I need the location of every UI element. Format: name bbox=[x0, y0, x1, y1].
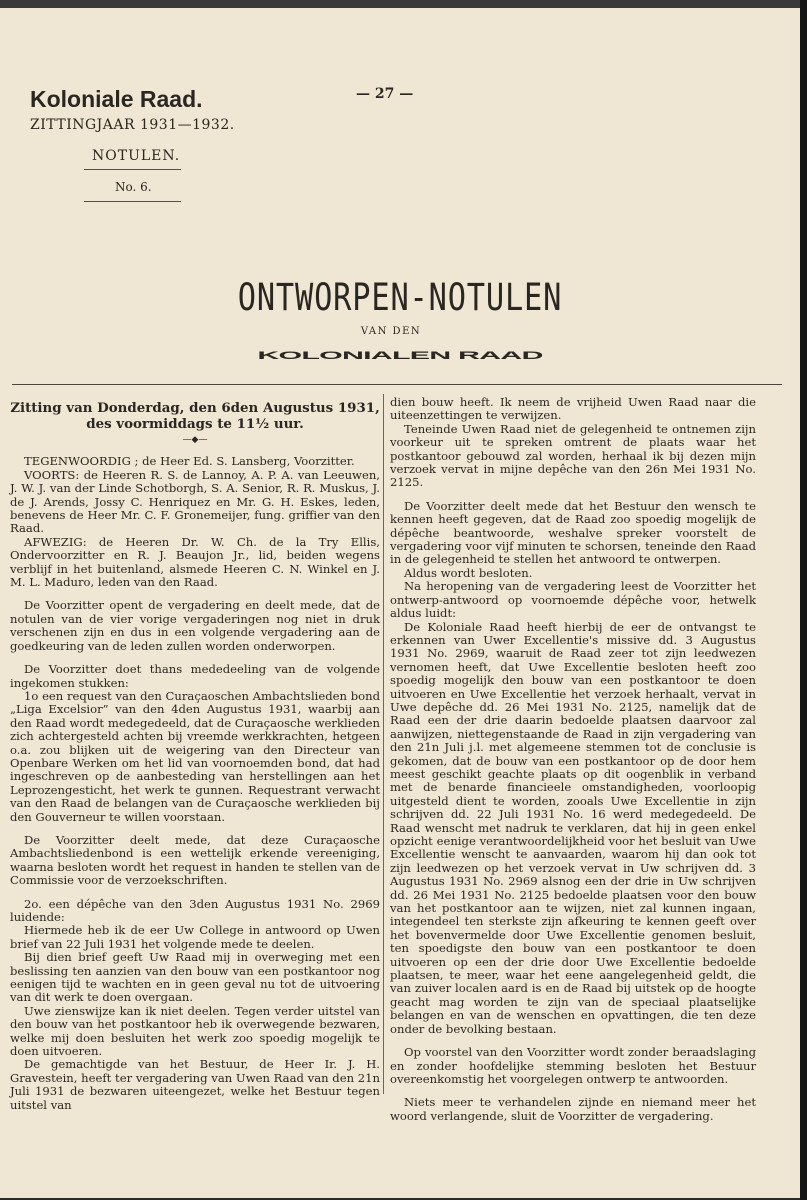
paragraph: Hiermede heb ik de eer Uw College in antwoord op Uwen brief van 22 Juli 1931 het volgende mede te deelen. bbox=[10, 923, 380, 951]
paragraph: Teneinde Uwen Raad niet de gelegenheid te ontnemen zijn voorkeur uit te spreken omtrent de plaats waar het postkantoor gebouwd zal worden, herhaal ik bij dezen mijn verzoek vervat in mijne depêche van den 26n Mei 1931 No. 2125. bbox=[390, 421, 756, 490]
scan-border-right bbox=[800, 0, 807, 1200]
paragraph: 2o. een dépêche van den 3den Augustus 1931 No. 2969 luidende: bbox=[10, 896, 380, 924]
scan-border-top bbox=[0, 0, 800, 8]
masthead-van-den: VAN DEN bbox=[360, 326, 422, 337]
session-heading-line2: des voormiddags te 11½ uur. bbox=[86, 416, 304, 432]
issue-number: No. 6. bbox=[115, 180, 152, 194]
paragraph: De Voorzitter doet thans mededeeling van de volgende ingekomen stukken: bbox=[10, 662, 380, 690]
paragraph: De Koloniale Raad heeft hierbij de eer de ontvangst te erkennen van Uwer Excellentie's missive dd. 3 Augustus 1931 No. 2969, waaruit de Raad zeer tot zijn leedwezen vernomen heeft, dat Uwe Excellentie besloten heeft zoo spoedig mogelijk den bouw van een postkantoor te doen uitvoeren en Uwe Excellentie het verzoek herhaalt, vervat in Uwe depêche dd. 26 Mei 1931 No. 2125, namelijk dat de Raad een der drie daarin bedoelde plaatsen daarvoor zal aanwijzen, niettegenstaande de Raad in zijn vergadering van den 21n Juli j.l. met algemeene stemmen tot de conclusie is gekomen, dat de bouw van een postkantoor op de door hem meest geschikt geachte plaats op dit oogenblik in verband met de benarde financieele omstandigheden, voorloopig uitgesteld dient te worden, zooals Uwe Excellentie in zijn schrijven dd. 22 Juli 1931 No. 16 werd medegedeeld. De Raad wenscht met nadruk te verklaren, dat hij in geen enkel opzicht eenige verantwoordelijkheid voor het besluit van Uwe Excellentie wenscht te aanvaarden, waarom hij dan ook tot zijn leedwezen op het verzoek vervat in Uw schrijven dd. 3 Augustus 1931 No. 2969 alsnog een der drie in Uw schrijven dd. 26 Mei 1931 No. 2125 bedoelde plaatsen voor den bouw van het postkantoor aan te wijzen, niet zal kunnen ingaan, integendeel ten sterkste zijn afkeuring te kennen geeft over het bovenvermelde door Uwe Excellentie genomen besluit, ten spoedigste den bouw van een postkantoor te doen uitvoeren op een der drie door Uwe Excellentie bedoelde plaatsen, te meer, waar het eene aangelegenheid geldt, die van zuiver localen aard is en de Raad bij uitstek op de hoogte geacht mag worden te zijn van de speciaal plaatselijke belangen en van de wenschen en opvattingen, die ten deze onder de bevolking bestaan. bbox=[390, 619, 756, 1036]
paragraph: 1o een request van den Curaçaoschen Ambachtslieden bond „Liga Excelsior” van den 4den Augustus 1931, waarbij aan den Raad wordt medegedeeld, dat de Curaçaosche werklieden zich achtergesteld achten bij vreemde werkkrachten, hetgeen o.a. zou blijken uit de weigering van den Directeur van Openbare Werken om het lid van voornoemden bond, dat had ingeschreven op de aanbesteding van herstellingen aan het Leprozengesticht, het werk te gunnen. Requestrant verwacht van den Raad de belangen van de Curaçaosche werklieden bij den Gouverneur te willen voorstaan. bbox=[10, 688, 380, 824]
paragraph: De Voorzitter deelt mede, dat deze Curaçaosche Ambachtsliedenbond is een wettelijk erkende vereeniging, waarna besloten wordt het request in handen te stellen van de Commissie voor de verzoekschriften. bbox=[10, 832, 380, 888]
paragraph: De gemachtigde van het Bestuur, de Heer Ir. J. H. Gravestein, heeft ter vergadering van Uwen Raad van den 21n Juli 1931 de bezwaren uiteengezet, welke het Bestuur tegen uitstel van bbox=[10, 1057, 380, 1112]
paragraph: De Voorzitter opent de vergadering en deelt mede, dat de notulen van de vier vorige vergaderingen nog niet in druk verschenen zijn en dus in een volgende vergadering aan de goedkeuring van de leden zullen worden onderworpen. bbox=[10, 598, 380, 653]
session-heading-line1: Zitting van Donderdag, den 6den Augustus 1931, bbox=[10, 400, 380, 416]
session-heading bbox=[10, 400, 380, 432]
column-divider bbox=[383, 394, 384, 1094]
paragraph: Na heropening van de vergadering leest de Voorzitter het ontwerp-antwoord op voornoemde dépêche voor, hetwelk aldus luidt: bbox=[390, 579, 756, 621]
paragraph: Aldus wordt besloten. bbox=[404, 565, 533, 580]
paragraph: Op voorstel van den Voorzitter wordt zonder beraadslaging en zonder hoofdelijke stemming besloten het Bestuur overeenkomstig het voorgelegen ontwerp te antwoorden. bbox=[390, 1045, 756, 1086]
paragraph: dien bouw heeft. Ik neem de vrijheid Uwen Raad naar die uiteenzettingen te verwijzen. bbox=[390, 395, 756, 423]
attendance-absent: AFWEZIG: de Heeren Dr. W. Ch. de la Try Ellis, Ondervoorzitter en R. J. Beaujon Jr., lid, beiden wegens verblijf in het buitenland, alsmede Heeren C. N. Winkel en J. M. L. Maduro, leden van den Raad. bbox=[10, 534, 380, 590]
header-divider bbox=[84, 201, 181, 202]
session-year: ZITTINGJAAR 1931—1932. bbox=[30, 117, 235, 133]
masthead-rule bbox=[12, 384, 782, 385]
attendance-members: VOORTS: de Heeren R. S. de Lannoy, A. P. A. van Leeuwen, J. W. J. van der Linde Schotborgh, S. A. Senior, R. R. Muskus, J. de J. Arends, Jossy C. Henriquez en Mr. G. H. Eskes, leden, benevens de Heer Mr. C. F. Gronemeijer, fung. griffier van den Raad. bbox=[10, 467, 380, 536]
attendance-present: TEGENWOORDIG ; de Heer Ed. S. Lansberg, Voorzitter. bbox=[24, 454, 355, 469]
right-column bbox=[390, 396, 756, 1123]
paragraph: Niets meer te verhandelen zijnde en niemand meer het woord verlangende, sluit de Voorzitter de vergadering. bbox=[390, 1095, 756, 1123]
paragraph: Uwe zienswijze kan ik niet deelen. Tegen verder uitstel van den bouw van het postkantoor heb ik overwegende bezwaren, welke mij doen besluiten het werk zoo spoedig mogelijk te doen uitvoeren. bbox=[10, 1003, 380, 1059]
ornament-divider: —◆— bbox=[182, 435, 208, 445]
paragraph: De Voorzitter deelt mede dat het Bestuur den wensch te kennen heeft gegeven, dat de Raad zoo spoedig mogelijk de dépêche beantwoorde, weshalve spreker voorstelt de vergadering voor vijf minuten te schorsen, teneinde den Raad in de gelegenheid te stellen het antwoord te ontwerpen. bbox=[390, 498, 756, 567]
page-number: — 27 — bbox=[356, 86, 414, 102]
left-column bbox=[10, 396, 380, 1112]
notulen-label: NOTULEN. bbox=[92, 148, 181, 164]
paragraph: Bij dien brief geeft Uw Raad mij in overweging met een beslissing ten aanzien van den bouw van een postkantoor nog eenigen tijd te wachten en in geen geval nu tot de uitvoering van dit werk te doen overgaan. bbox=[10, 950, 380, 1005]
header-divider bbox=[84, 169, 181, 170]
masthead-title: ONTWORPEN-NOTULEN bbox=[237, 276, 563, 319]
masthead-council-name: KOLONIALEN RAAD bbox=[257, 349, 543, 362]
council-title: Koloniale Raad. bbox=[30, 86, 203, 112]
